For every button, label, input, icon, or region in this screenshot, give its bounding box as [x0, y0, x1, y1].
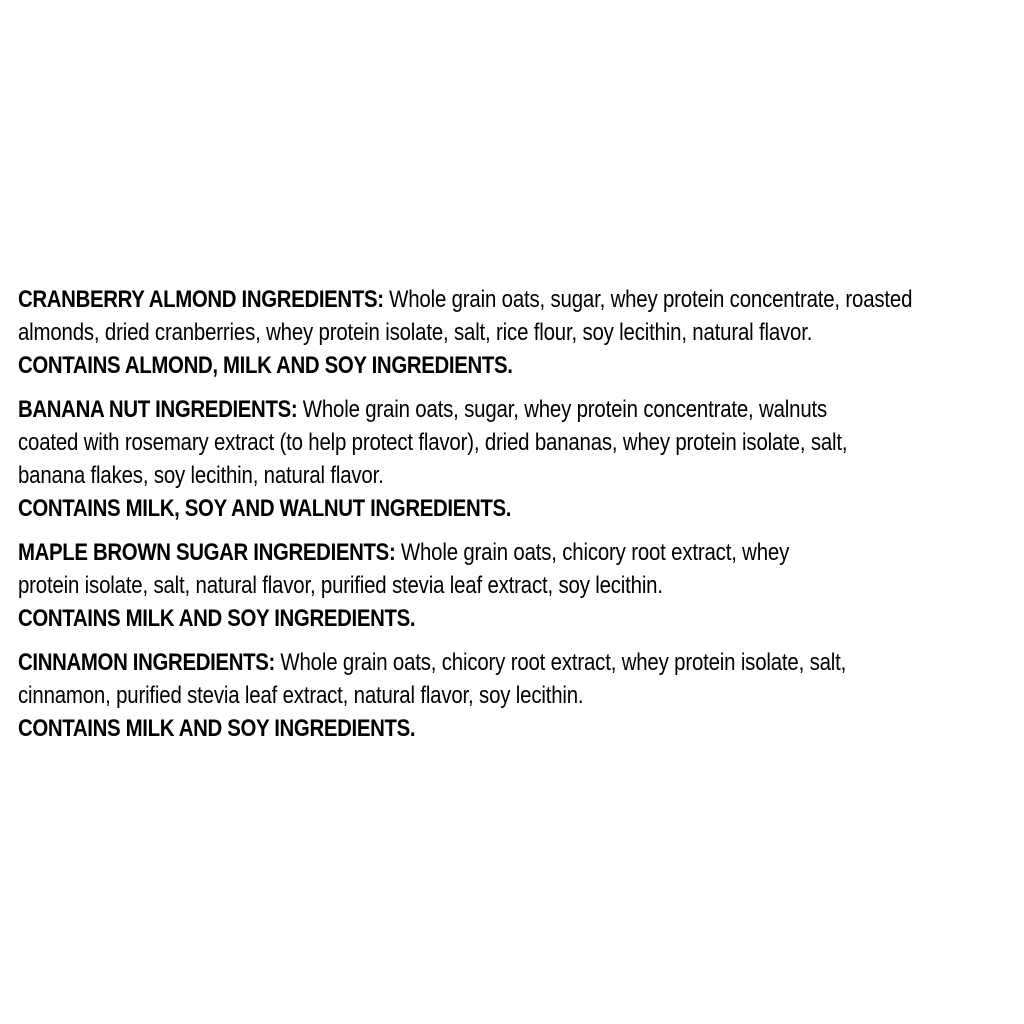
ingredients-line: cinnamon, purified stevia leaf extract, natural flavor, soy lecithin.	[18, 682, 584, 709]
ingredients-line: coated with rosemary extract (to help protect flavor), dried bananas, whey protein isolate, salt,	[18, 429, 848, 456]
ingredients-text: Whole grain oats, chicory root extract, whey	[400, 539, 790, 566]
ingredients-line	[18, 393, 1000, 426]
ingredients-text: Whole grain oats, sugar, whey protein concentrate, roasted	[389, 286, 913, 313]
contains-statement: CONTAINS MILK AND SOY INGREDIENTS.	[18, 715, 416, 742]
ingredients-text: Whole grain oats, sugar, whey protein concentrate, walnuts	[302, 396, 828, 423]
ingredients-line: protein isolate, salt, natural flavor, purified stevia leaf extract, soy lecithin.	[18, 572, 663, 599]
ingredient-section-cranberry-almond	[18, 283, 1000, 382]
ingredients-line: almonds, dried cranberries, whey protein isolate, salt, rice flour, soy lecithin, natural flavor.	[18, 319, 813, 346]
section-heading: MAPLE BROWN SUGAR INGREDIENTS:	[18, 539, 396, 566]
ingredients-line	[18, 536, 1000, 569]
section-heading: CINNAMON INGREDIENTS:	[18, 649, 275, 676]
contains-statement: CONTAINS MILK AND SOY INGREDIENTS.	[18, 605, 416, 632]
ingredients-line	[18, 646, 1000, 679]
ingredients-line	[18, 283, 1000, 316]
ingredient-section-cinnamon	[18, 646, 1000, 745]
ingredient-section-banana-nut	[18, 393, 1000, 525]
contains-statement: CONTAINS MILK, SOY AND WALNUT INGREDIENTS.	[18, 495, 512, 522]
ingredient-section-maple-brown-sugar	[18, 536, 1000, 635]
ingredients-label-panel	[18, 283, 1000, 756]
ingredients-text: Whole grain oats, chicory root extract, whey protein isolate, salt,	[280, 649, 847, 676]
contains-statement: CONTAINS ALMOND, MILK AND SOY INGREDIENTS.	[18, 352, 513, 379]
section-heading: BANANA NUT INGREDIENTS:	[18, 396, 298, 423]
section-heading: CRANBERRY ALMOND INGREDIENTS:	[18, 286, 384, 313]
ingredients-line: banana flakes, soy lecithin, natural flavor.	[18, 462, 384, 489]
